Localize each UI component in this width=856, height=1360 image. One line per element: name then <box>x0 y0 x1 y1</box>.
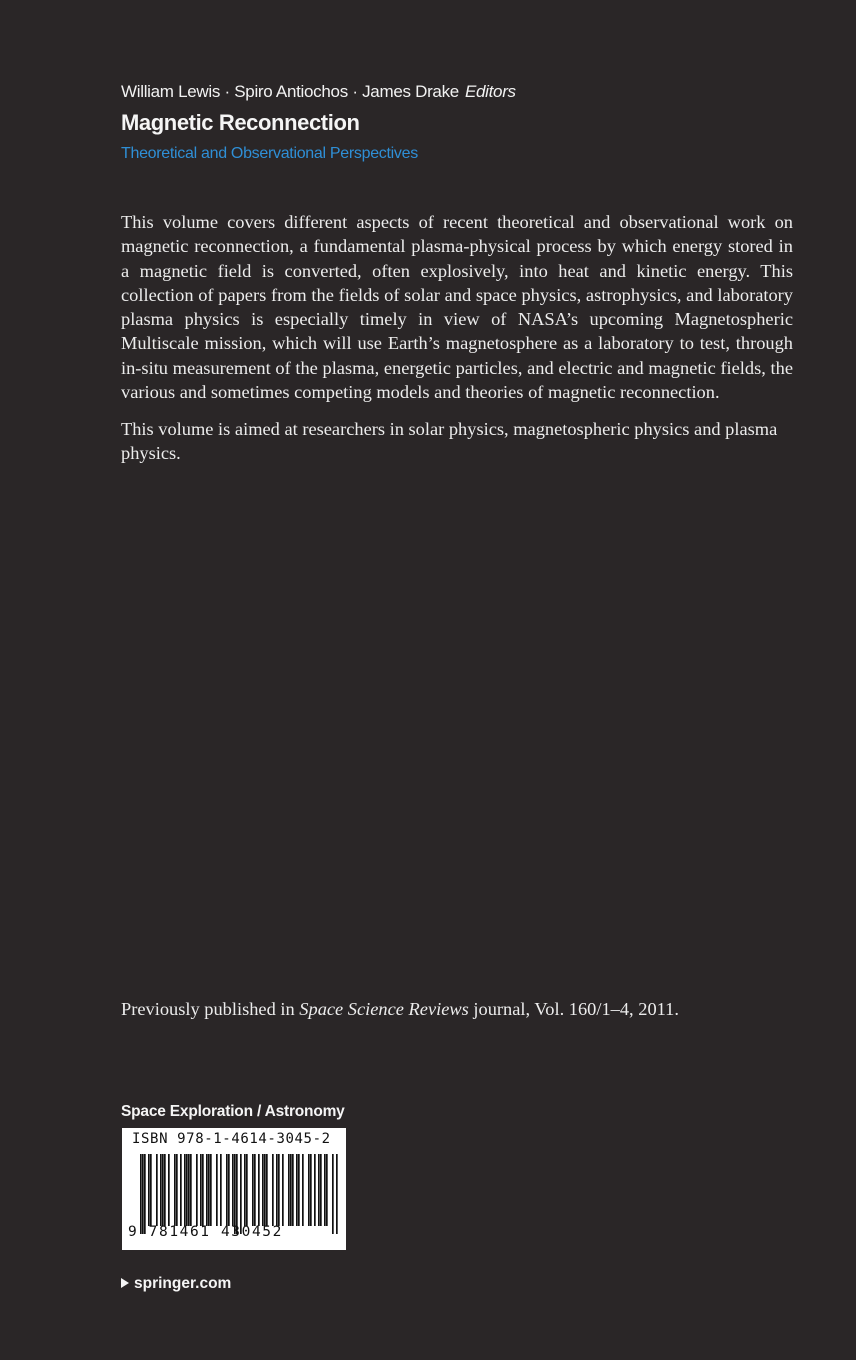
barcode-bar <box>156 1154 158 1226</box>
audience-paragraph: This volume is aimed at researchers in solar physics, magnetospheric physics and plasma physics. <box>121 419 778 464</box>
barcode-bar <box>208 1154 210 1226</box>
barcode-bar <box>326 1154 328 1226</box>
barcode-bar <box>336 1154 338 1234</box>
barcode-bar <box>302 1154 304 1226</box>
barcode-bar <box>186 1154 188 1226</box>
barcode-bar <box>176 1154 178 1226</box>
editors-line <box>121 82 516 102</box>
barcode-bar <box>190 1154 192 1226</box>
journal-name: Space Science Reviews <box>299 999 469 1019</box>
barcode-bar <box>292 1154 294 1226</box>
barcode-bar <box>266 1154 268 1226</box>
barcode-bar <box>262 1154 264 1226</box>
barcode-bar <box>174 1154 176 1226</box>
barcode-bar <box>246 1154 248 1226</box>
barcode-bar <box>282 1154 284 1226</box>
barcode-bar <box>226 1154 228 1226</box>
publication-prefix: Previously published in <box>121 999 300 1019</box>
barcode-bar <box>200 1154 202 1226</box>
barcode-bar <box>310 1154 312 1226</box>
description-paragraph: This volume covers different aspects of recent theoretical and observational work on magnetic reconnection, a fundamental plasma-physical process by which energy stored in a magnetic field is converted, often explosively, into heat and kinetic energy. This collection of papers from the fields of solar and space physics, astrophysics, and laboratory plasma physics is especially timely in view of NASA’s upcoming Magnetospheric Multiscale mission, which will use Earth’s magnetosphere as a laboratory to test, through in-situ measurement of the plasma, energetic particles, and electric and magnetic fields, the various and sometimes competing models and theories of magnetic reconnection. <box>121 212 793 403</box>
barcode-bar <box>202 1154 204 1226</box>
publication-note <box>121 999 679 1020</box>
barcode-bar <box>276 1154 278 1226</box>
barcode-bar <box>254 1154 256 1226</box>
barcode-bar <box>216 1154 218 1226</box>
publication-suffix: journal, Vol. 160/1–4, 2011. <box>468 999 679 1019</box>
book-subtitle: Theoretical and Observational Perspectives <box>121 145 418 162</box>
barcode-bar <box>144 1154 146 1234</box>
barcode-bar <box>290 1154 292 1226</box>
barcode-bar <box>278 1154 280 1226</box>
barcode-bar <box>236 1154 238 1234</box>
barcode-bar <box>318 1154 320 1226</box>
barcode-bar <box>234 1154 236 1234</box>
barcode-bar <box>164 1154 166 1226</box>
barcode-bar <box>148 1154 150 1226</box>
barcode-bar <box>308 1154 310 1226</box>
barcode-bar <box>252 1154 254 1226</box>
barcode-bar <box>272 1154 274 1226</box>
barcode-bar <box>298 1154 300 1226</box>
publisher-website[interactable]: springer.com <box>134 1275 232 1292</box>
book-title: Magnetic Reconnection <box>121 110 360 135</box>
subject-category: Space Exploration / Astronomy <box>121 1103 345 1120</box>
barcode-bar <box>232 1154 234 1226</box>
barcode-bar <box>314 1154 316 1226</box>
barcode-bar <box>150 1154 152 1226</box>
barcode-bar <box>332 1154 334 1234</box>
barcode-bar <box>258 1154 260 1226</box>
barcode-bar <box>288 1154 290 1226</box>
barcode-bar <box>206 1154 208 1226</box>
isbn-label: ISBN 978-1-4614-3045-2 <box>132 1131 331 1147</box>
arrow-right-icon <box>121 1278 129 1288</box>
barcode-bar <box>140 1154 142 1234</box>
ean-digits: 9 781461 430452 <box>128 1224 283 1240</box>
barcode-bar <box>228 1154 230 1226</box>
editor-names: William Lewis · Spiro Antiochos · James Drake <box>121 82 459 101</box>
barcode-bar <box>184 1154 186 1226</box>
barcode-bar <box>196 1154 198 1226</box>
barcode-bar <box>142 1154 144 1234</box>
barcode-bar <box>324 1154 326 1226</box>
isbn-barcode <box>122 1128 346 1250</box>
editors-role: Editors <box>464 82 516 101</box>
barcode-bar <box>210 1154 212 1226</box>
barcode-bar <box>160 1154 162 1226</box>
barcode-bar <box>244 1154 246 1226</box>
barcode-bar <box>168 1154 170 1226</box>
barcode-bar <box>240 1154 242 1234</box>
barcode-bar <box>320 1154 322 1226</box>
barcode-bar <box>188 1154 190 1226</box>
barcode-bar <box>264 1154 266 1226</box>
barcode-bar <box>162 1154 164 1226</box>
barcode-bar <box>296 1154 298 1226</box>
barcode-bar <box>220 1154 222 1226</box>
barcode-bar <box>180 1154 182 1226</box>
publisher-link[interactable] <box>121 1275 231 1293</box>
